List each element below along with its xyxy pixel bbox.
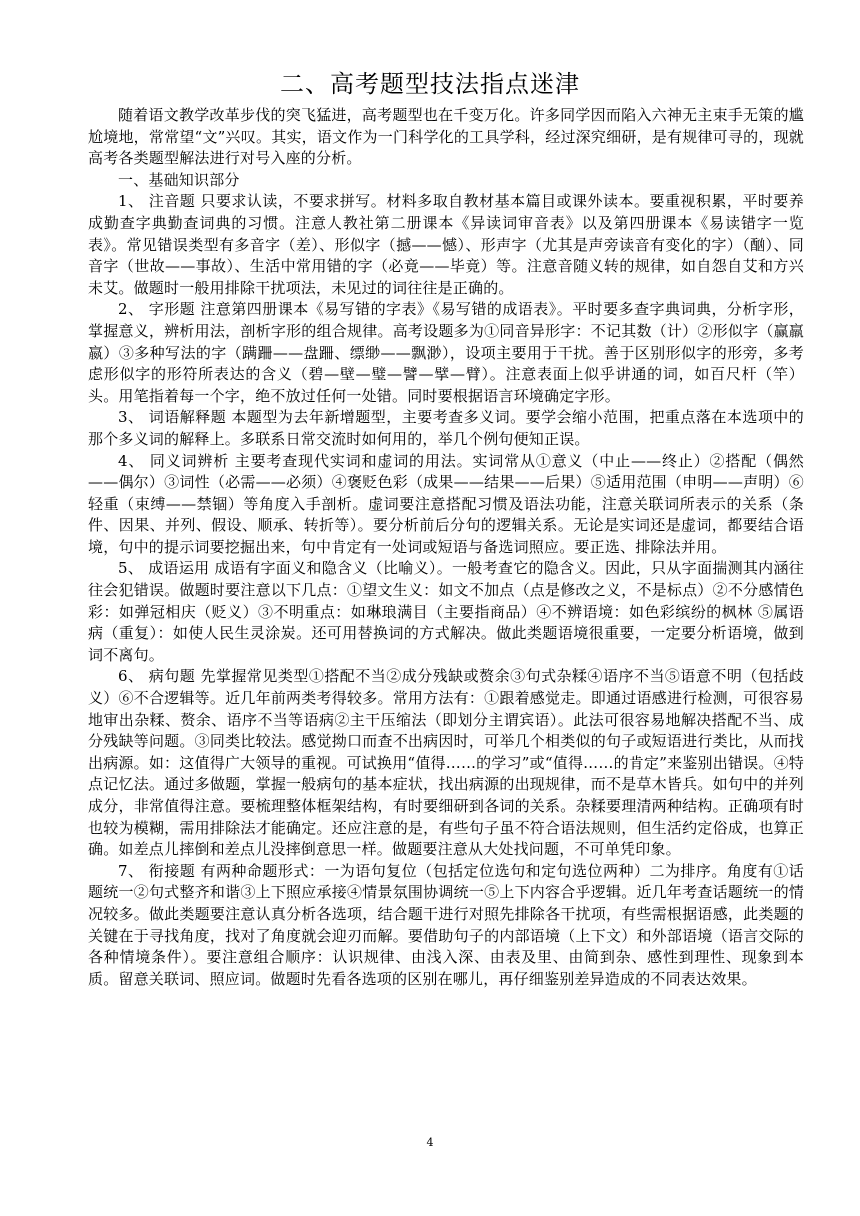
intro-paragraph: 随着语文教学改革步伐的突飞猛进，高考题型也在千变万化。许多同学因而陷入六神无主束手无策的尴尬境地，常常望“文”兴叹。其实，语文作为一门科学化的工具学科，经过深究细研，是有规律可寻的，现就高考各类题型解法进行对号入座的分析。: [88, 106, 804, 168]
paragraph-synonym: 4、 同义词辨析 主要考查现代实词和虚词的用法。实词常从①意义（中止——终止）②搭配（偶然——偶尔）③词性（必需——必须）④褒贬色彩（成果——结果——后果）⑤适用范围（申明——声明）⑥轻重（束缚——禁锢）等角度入手剖析。虚词要注意搭配习惯及语法功能，注意关联词所表示的关系（条件、因果、并列、假设、顺承、转折等）。要分析前后分句的逻辑关系。无论是实词还是虚词，都要结合语境，句中的提示词要挖掘出来，句中肯定有一处词或短语与备选词照应。要正选、排除法并用。: [88, 451, 804, 556]
paragraph-faulty-sentence: 6、 病句题 先掌握常见类型①搭配不当②成分残缺或赘余③句式杂糅④语序不当⑤语意不明（包括歧义）⑥不合逻辑等。近几年前两类考得较多。常用方法有：①跟着感觉走。即通过语感进行检测，可很容易地审出杂糅、赘余、语序不当等语病②主干压缩法（即划分主谓宾语）。此法可很容易地解决搭配不当、成分残缺等问题。③同类比较法。感觉拗口而查不出病因时，可举几个相类似的句子或短语进行类比，从而找出病源。如：这值得广大领导的重视。可试换用“值得……的学习”或“值得……的肯定”来鉴别出错误。④特点记忆法。通过多做题，掌握一般病句的基本症状，找出病源的出现规律，而不是草木皆兵。如句中的并列成分，非常值得注意。要梳理整体框架结构，有时要细研到各词的关系。杂糅要理清两种结构。正确项有时也较为模糊，需用排除法才能确定。还应注意的是，有些句子虽不符合语法规则，但生活约定俗成，也算正确。如差点儿摔倒和差点儿没摔倒意思一样。做题要注意从大处找问题，不可单凭印象。: [88, 667, 804, 859]
page-title: 二、高考题型技法指点迷津: [280, 70, 580, 98]
paragraph-character-form: 2、 字形题 注意第四册课本《易写错的字表》《易写错的成语表》。平时要多查字典词典，分析字形，掌握意义，辨析用法，剖析字形的组合规律。高考设题多为①同音异形字：不记其数（计）②形似字（赢羸嬴）③多种写法的字（蹒跚——盘跚、缥缈——飘渺），设项主要用于干扰。善于区别形似字的形旁，多考虑形似字的形符所表达的含义（碧—壁—璧—譬—擘—臂）。注意表面上似乎讲通的词，如百尺杆（竿）头。用笔指着每一个字，绝不放过任何一处错。同时要根据语言环境确定字形。: [88, 300, 804, 405]
section-heading: 一、基础知识部分: [118, 170, 240, 189]
paragraph-word-explanation: 3、 词语解释题 本题型为去年新增题型，主要考查多义词。要学会缩小范围，把重点落在本选项中的那个多义词的解释上。多联系日常交流时如何用的，举几个例句便知正误。: [88, 408, 804, 448]
paragraph-pronunciation: 1、 注音题 只要求认读，不要求拼写。材料多取自教材基本篇目或课外读本。要重视积累，平时要养成勤查字典勤查词典的习惯。注意人教社第二册课本《异读词审音表》以及第四册课本《易读错字一览表》。常见错误类型有多音字（差）、形似字（撼——憾）、形声字（尤其是声旁读音有变化的字）（酗）、同音字（世故——事故）、生活中常用错的字（必竟——毕竟）等。注意音随义转的规律，如自怨自艾和方兴未艾。做题时一般用排除干扰项法，未见过的词往往是正确的。: [88, 192, 804, 297]
page-number: 4: [426, 1136, 434, 1149]
paragraph-idiom: 5、 成语运用 成语有字面义和隐含义（比喻义）。一般考查它的隐含义。因此，只从字面揣测其内涵往往会犯错误。做题时要注意以下几点：①望文生义：如文不加点（点是修改之义，不是标点）②不分感情色彩：如弹冠相庆（贬义）③不明重点：如琳琅满目（主要指商品）④不辨语境：如色彩缤纷的枫林 ⑤属语病（重复）：如使人民生灵涂炭。还可用替换词的方式解决。做此类题语境很重要，一定要分析语境，做到词不离句。: [88, 559, 804, 664]
paragraph-cohesion: 7、 衔接题 有两种命题形式：一为语句复位（包括定位选句和定句选位两种）二为排序。角度有①话题统一②句式整齐和谐③上下照应承接④情景氛围协调统一⑤上下内容合乎逻辑。近几年考查话题统一的情况较多。做此类题要注意认真分析各选项，结合题干进行对照先排除各干扰项，有些需根据语感，此类题的关键在于寻找角度，找对了角度就会迎刃而解。要借助句子的内部语境（上下文）和外部语境（语言交际的各种情境条件）。要注意组合顺序：认识规律、由浅入深、由表及里、由简到杂、感性到理性、现象到本质。留意关联词、照应词。做题时先看各选项的区别在哪儿，再仔细鉴别差异造成的不同表达效果。: [88, 861, 804, 988]
body-text: [88, 105, 804, 990]
